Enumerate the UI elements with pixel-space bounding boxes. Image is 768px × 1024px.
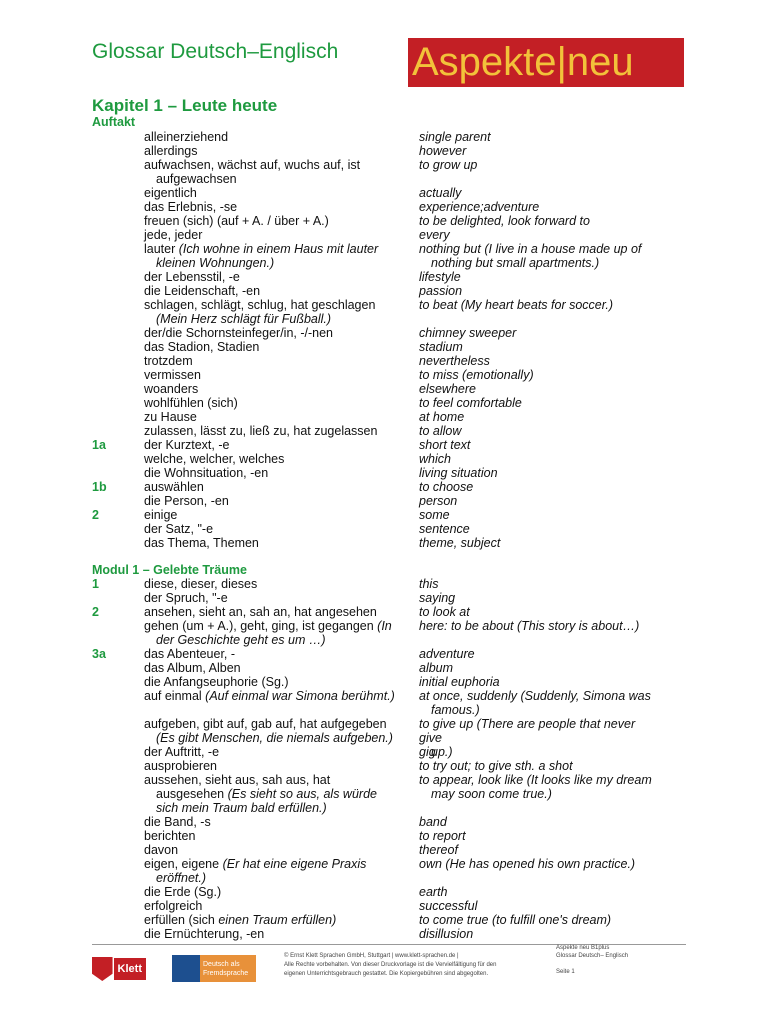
german-term bbox=[144, 508, 404, 522]
english-translation-text: nevertheless bbox=[419, 354, 490, 368]
english-translation bbox=[419, 200, 659, 214]
english-translation bbox=[419, 773, 659, 801]
german-term-text: woanders bbox=[144, 382, 199, 396]
german-term-text: der Kurztext, -e bbox=[144, 438, 230, 452]
english-translation-text: to grow up bbox=[419, 158, 478, 172]
english-translation-text: to allow bbox=[419, 424, 462, 438]
english-translation-text: to appear, look like (It looks like my dream bbox=[419, 773, 652, 787]
english-translation bbox=[419, 186, 659, 200]
english-translation bbox=[419, 354, 659, 368]
english-translation-text: own (He has opened his own practice.) bbox=[419, 857, 636, 871]
german-term bbox=[144, 144, 404, 158]
german-term bbox=[144, 410, 404, 424]
footer-book-title: Aspekte neu B1plus bbox=[556, 945, 610, 951]
german-term-text: erfüllen (sich bbox=[144, 913, 215, 927]
german-term-text: trotzdem bbox=[144, 354, 193, 368]
german-term bbox=[144, 242, 404, 270]
german-term-text: auf einmal bbox=[144, 689, 202, 703]
german-term bbox=[144, 717, 404, 745]
english-translation bbox=[419, 913, 659, 927]
page-title: Glossar Deutsch–Englisch bbox=[92, 40, 339, 63]
german-term-text: der/die Schornsteinfeger/in, -/-nen bbox=[144, 326, 333, 340]
german-term-text: die Band, -s bbox=[144, 815, 211, 829]
german-term bbox=[144, 605, 404, 619]
german-term bbox=[144, 284, 404, 298]
german-term-text: das Erlebnis, -se bbox=[144, 200, 238, 214]
english-translation-continuation: up.) bbox=[431, 745, 453, 759]
german-term-text: wohlfühlen (sich) bbox=[144, 396, 238, 410]
german-term-text: erfolgreich bbox=[144, 899, 203, 913]
daf-logo-text: Deutsch als Fremdsprache bbox=[200, 955, 256, 982]
english-translation bbox=[419, 410, 659, 424]
german-example: (Auf einmal war Simona berühmt.) bbox=[205, 689, 395, 703]
german-term-text: eigentlich bbox=[144, 186, 197, 200]
german-term-text: jede, jeder bbox=[144, 228, 203, 242]
german-term bbox=[144, 577, 404, 591]
german-term-text: das Stadion, Stadien bbox=[144, 340, 260, 354]
english-translation-text: to choose bbox=[419, 480, 474, 494]
german-term bbox=[144, 130, 404, 144]
german-term-text: zu Hause bbox=[144, 410, 197, 424]
german-term-text: das Album, Alben bbox=[144, 661, 241, 675]
daf-logo-mark bbox=[172, 955, 200, 982]
english-translation bbox=[419, 480, 659, 494]
german-term-text: der Spruch, "-e bbox=[144, 591, 228, 605]
german-term bbox=[144, 396, 404, 410]
chapter-title: Kapitel 1 – Leute heute bbox=[92, 96, 278, 115]
footer-glossary-title: Glossar Deutsch– Englisch bbox=[556, 953, 629, 959]
german-example: (Ich wohne in einem Haus mit lauter bbox=[178, 242, 379, 256]
german-term-text: diese, dieser, dieses bbox=[144, 577, 258, 591]
english-translation bbox=[419, 326, 659, 340]
german-term-continuation bbox=[144, 256, 404, 270]
brand-logo: Aspekte|neu bbox=[408, 38, 684, 87]
english-translation bbox=[419, 577, 659, 591]
english-translation bbox=[419, 899, 659, 913]
german-term-text: die Erde (Sg.) bbox=[144, 885, 222, 899]
german-term bbox=[144, 689, 404, 703]
german-example: der Geschichte geht es um …) bbox=[156, 633, 326, 647]
german-term bbox=[144, 452, 404, 466]
english-translation-text: disillusion bbox=[419, 927, 474, 941]
english-translation bbox=[419, 647, 659, 661]
german-example: kleinen Wohnungen.) bbox=[156, 256, 275, 270]
footer-meta bbox=[556, 944, 676, 976]
english-translation bbox=[419, 284, 659, 298]
german-term-text: die Person, -en bbox=[144, 494, 229, 508]
german-term bbox=[144, 647, 404, 661]
german-term bbox=[144, 675, 404, 689]
english-translation-text: to give up (There are people that never give bbox=[419, 717, 636, 745]
german-term-continuation bbox=[144, 871, 404, 885]
german-term-text: das Abenteuer, - bbox=[144, 647, 236, 661]
english-translation-text: to beat (My heart beats for soccer.) bbox=[419, 298, 614, 312]
german-term bbox=[144, 494, 404, 508]
english-translation bbox=[419, 675, 659, 689]
english-translation-text: gig bbox=[419, 745, 436, 759]
daf-logo bbox=[172, 955, 256, 982]
german-term bbox=[144, 424, 404, 438]
german-term bbox=[144, 927, 404, 941]
english-translation bbox=[419, 158, 659, 172]
english-translation bbox=[419, 843, 659, 857]
german-example: (Es sieht so aus, als würde bbox=[227, 787, 377, 801]
english-translation-text: earth bbox=[419, 885, 448, 899]
english-translation bbox=[419, 242, 659, 270]
german-term bbox=[144, 480, 404, 494]
english-translation bbox=[419, 745, 659, 759]
german-term-text: ausprobieren bbox=[144, 759, 217, 773]
english-translation bbox=[419, 661, 659, 675]
english-translation bbox=[419, 228, 659, 242]
german-term-continuation bbox=[144, 633, 404, 647]
english-translation-text: at once, suddenly (Suddenly, Simona was bbox=[419, 689, 651, 703]
english-translation-text: living situation bbox=[419, 466, 498, 480]
german-term bbox=[144, 438, 404, 452]
german-term bbox=[144, 298, 404, 326]
german-term bbox=[144, 522, 404, 536]
english-translation bbox=[419, 829, 659, 843]
german-term-text: einige bbox=[144, 508, 178, 522]
english-translation-text: thereof bbox=[419, 843, 458, 857]
german-term-text: der Auftritt, -e bbox=[144, 745, 220, 759]
english-translation bbox=[419, 619, 659, 633]
german-term-text: auswählen bbox=[144, 480, 204, 494]
german-term-text: das Thema, Themen bbox=[144, 536, 259, 550]
english-translation bbox=[419, 857, 659, 871]
german-term-text: schlagen, schlägt, schlug, hat geschlagen bbox=[144, 298, 376, 312]
german-term-text: eigen, eigene bbox=[144, 857, 220, 871]
german-term bbox=[144, 661, 404, 675]
german-term bbox=[144, 745, 404, 759]
english-translation-text: successful bbox=[419, 899, 478, 913]
german-term bbox=[144, 200, 404, 214]
german-term bbox=[144, 843, 404, 857]
german-term bbox=[144, 815, 404, 829]
german-term bbox=[144, 857, 404, 885]
german-term bbox=[144, 186, 404, 200]
english-translation-text: here: to be about (This story is about…) bbox=[419, 619, 640, 633]
copyright-line: Alle Rechte vorbehalten. Von dieser Druckvorlage ist die Vervielfältigung für den bbox=[284, 962, 497, 968]
english-translation bbox=[419, 130, 659, 144]
german-term-text: alleinerziehend bbox=[144, 130, 229, 144]
german-term-text: die Anfangseuphorie (Sg.) bbox=[144, 675, 289, 689]
page-number: Seite 1 bbox=[556, 969, 575, 975]
german-example: sich mein Traum bald erfüllen.) bbox=[156, 801, 327, 815]
entry-number: 1 bbox=[92, 577, 99, 591]
german-term-text: zulassen, lässt zu, ließ zu, hat zugelassen bbox=[144, 424, 378, 438]
section-heading-auftakt: Auftakt bbox=[92, 115, 136, 129]
german-example: (Er hat eine eigene Praxis bbox=[222, 857, 367, 871]
english-translation bbox=[419, 927, 659, 941]
german-example: (Es gibt Menschen, die niemals aufgeben.) bbox=[156, 731, 393, 745]
german-term-text: davon bbox=[144, 843, 179, 857]
german-term-text: freuen (sich) (auf + A. / über + A.) bbox=[144, 214, 329, 228]
english-translation bbox=[419, 466, 659, 480]
english-translation-text: which bbox=[419, 452, 451, 466]
german-term bbox=[144, 619, 404, 647]
english-translation-text: to report bbox=[419, 829, 466, 843]
english-translation-text: every bbox=[419, 228, 450, 242]
entry-number: 2 bbox=[92, 508, 99, 522]
english-translation-text: at home bbox=[419, 410, 465, 424]
german-example: (Mein Herz schlägt für Fußball.) bbox=[156, 312, 332, 326]
german-term bbox=[144, 773, 404, 815]
german-term bbox=[144, 466, 404, 480]
english-translation-continuation: may soon come true.) bbox=[431, 787, 552, 801]
entry-number: 1b bbox=[92, 480, 107, 494]
english-translation bbox=[419, 815, 659, 829]
english-translation-continuation: nothing but small apartments.) bbox=[431, 256, 600, 270]
german-term-text: gehen (um + A.), geht, ging, ist gegangen bbox=[144, 619, 374, 633]
german-example: einen Traum erfüllen) bbox=[218, 913, 337, 927]
german-term-text: ansehen, sieht an, sah an, hat angesehen bbox=[144, 605, 377, 619]
english-translation bbox=[419, 438, 659, 452]
english-translation-text: some bbox=[419, 508, 450, 522]
german-term-text: vermissen bbox=[144, 368, 201, 382]
copyright-notice bbox=[284, 952, 546, 979]
english-translation bbox=[419, 605, 659, 619]
german-term-text: die Ernüchterung, -en bbox=[144, 927, 265, 941]
english-translation-text: band bbox=[419, 815, 447, 829]
english-translation-continuation: famous.) bbox=[431, 703, 480, 717]
german-term-text: ausgesehen bbox=[156, 787, 225, 801]
english-translation-text: to be delighted, look forward to bbox=[419, 214, 590, 228]
english-translation bbox=[419, 382, 659, 396]
english-translation-text: short text bbox=[419, 438, 471, 452]
german-term-text: lauter bbox=[144, 242, 176, 256]
german-term bbox=[144, 885, 404, 899]
german-term bbox=[144, 214, 404, 228]
klett-logo bbox=[92, 955, 146, 983]
english-translation-text: chimney sweeper bbox=[419, 326, 517, 340]
english-translation-text: elsewhere bbox=[419, 382, 476, 396]
german-term bbox=[144, 340, 404, 354]
german-term bbox=[144, 368, 404, 382]
german-term bbox=[144, 829, 404, 843]
english-translation-text: theme, subject bbox=[419, 536, 501, 550]
english-translation bbox=[419, 494, 659, 508]
german-term-text: allerdings bbox=[144, 144, 198, 158]
english-translation-text: single parent bbox=[419, 130, 491, 144]
german-term-continuation bbox=[144, 172, 404, 186]
english-translation bbox=[419, 340, 659, 354]
english-translation-text: however bbox=[419, 144, 467, 158]
german-term-continuation bbox=[144, 731, 404, 745]
german-example: eröffnet.) bbox=[156, 871, 207, 885]
english-translation bbox=[419, 885, 659, 899]
english-translation-text: stadium bbox=[419, 340, 463, 354]
english-translation bbox=[419, 424, 659, 438]
german-term bbox=[144, 759, 404, 773]
english-translation-text: nothing but (I live in a house made up of bbox=[419, 242, 642, 256]
german-term-text: die Wohnsituation, -en bbox=[144, 466, 269, 480]
german-term-text: berichten bbox=[144, 829, 196, 843]
english-translation bbox=[419, 144, 659, 158]
german-term bbox=[144, 228, 404, 242]
german-term bbox=[144, 326, 404, 340]
german-term-text: der Satz, "-e bbox=[144, 522, 214, 536]
english-translation bbox=[419, 522, 659, 536]
german-term bbox=[144, 270, 404, 284]
english-translation bbox=[419, 396, 659, 410]
german-term-text: die Leidenschaft, -en bbox=[144, 284, 261, 298]
english-translation-text: lifestyle bbox=[419, 270, 461, 284]
german-term bbox=[144, 158, 404, 186]
english-translation-text: album bbox=[419, 661, 454, 675]
german-term bbox=[144, 913, 404, 927]
english-translation-text: to come true (to fulfill one's dream) bbox=[419, 913, 612, 927]
german-term-text: aussehen, sieht aus, sah aus, hat bbox=[144, 773, 331, 787]
english-translation bbox=[419, 508, 659, 522]
german-term-text: aufgeben, gibt auf, gab auf, hat aufgegeben bbox=[144, 717, 387, 731]
german-term bbox=[144, 899, 404, 913]
copyright-line: © Ernst Klett Sprachen GmbH, Stuttgart | www.klett-sprachen.de | bbox=[284, 953, 459, 959]
english-translation bbox=[419, 591, 659, 605]
english-translation bbox=[419, 298, 659, 312]
english-translation-text: passion bbox=[419, 284, 463, 298]
english-translation-text: to feel comfortable bbox=[419, 396, 522, 410]
german-term-text: aufwachsen, wächst auf, wuchs auf, ist bbox=[144, 158, 361, 172]
english-translation-text: actually bbox=[419, 186, 462, 200]
entry-number: 3a bbox=[92, 647, 106, 661]
english-translation-text: this bbox=[419, 577, 439, 591]
english-translation-text: to try out; to give sth. a shot bbox=[419, 759, 573, 773]
entry-number: 1a bbox=[92, 438, 106, 452]
english-translation bbox=[419, 759, 659, 773]
copyright-line: eigenen Unterrichtsgebrauch gestattet. Die Kopiergebühren sind abgegolten. bbox=[284, 971, 489, 977]
german-term-continuation bbox=[144, 787, 404, 801]
german-term bbox=[144, 354, 404, 368]
section-heading-modul1: Modul 1 – Gelebte Träume bbox=[92, 563, 247, 577]
english-translation-text: person bbox=[419, 494, 458, 508]
english-translation bbox=[419, 214, 659, 228]
german-example: (In bbox=[377, 619, 392, 633]
english-translation-text: to miss (emotionally) bbox=[419, 368, 534, 382]
english-translation-text: adventure bbox=[419, 647, 475, 661]
german-term-continuation bbox=[144, 312, 404, 326]
english-translation-text: saying bbox=[419, 591, 456, 605]
german-term bbox=[144, 536, 404, 550]
english-translation-text: to look at bbox=[419, 605, 470, 619]
german-term-text: welche, welcher, welches bbox=[144, 452, 285, 466]
english-translation bbox=[419, 689, 659, 717]
english-translation bbox=[419, 270, 659, 284]
english-translation bbox=[419, 536, 659, 550]
english-translation bbox=[419, 368, 659, 382]
english-translation-text: experience;adventure bbox=[419, 200, 540, 214]
english-translation bbox=[419, 452, 659, 466]
entry-number: 2 bbox=[92, 605, 99, 619]
german-term-text: aufgewachsen bbox=[156, 172, 237, 186]
english-translation-text: sentence bbox=[419, 522, 470, 536]
klett-logo-text: Klett bbox=[114, 958, 146, 980]
klett-mark-icon bbox=[92, 957, 113, 981]
german-term-continuation bbox=[144, 801, 404, 815]
german-term bbox=[144, 591, 404, 605]
english-translation-text: initial euphoria bbox=[419, 675, 500, 689]
german-term-text: der Lebensstil, -e bbox=[144, 270, 240, 284]
german-term bbox=[144, 382, 404, 396]
